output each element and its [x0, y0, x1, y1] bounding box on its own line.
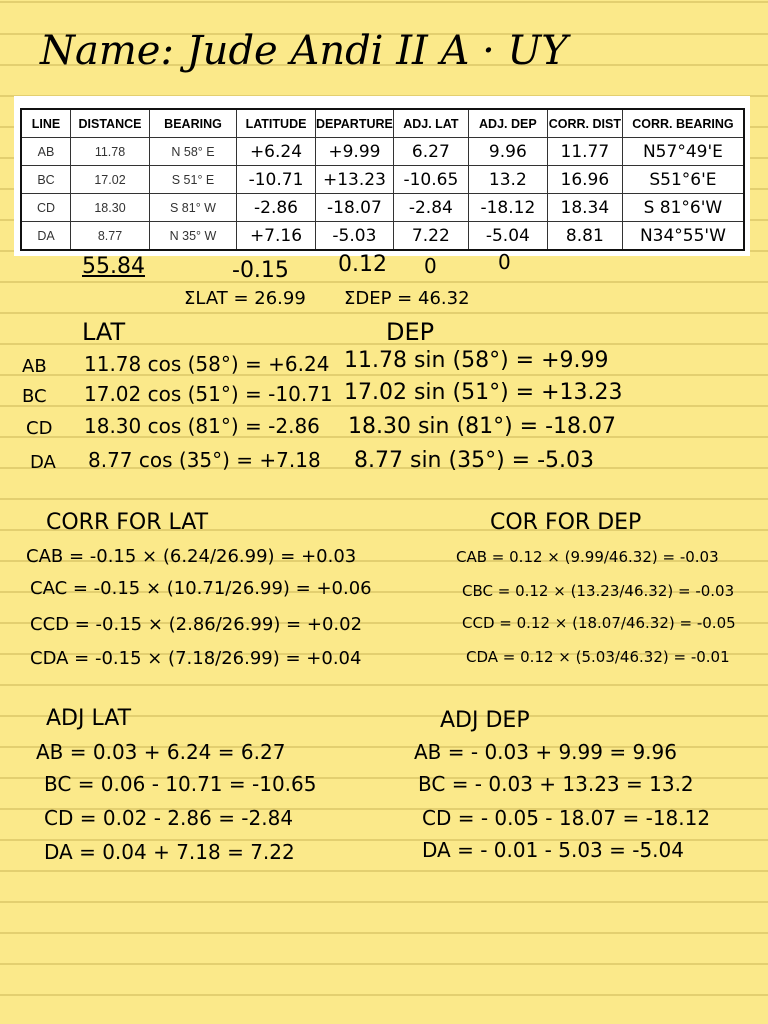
cell-departure: +13.23 [316, 166, 394, 194]
adj-lat-calculation: DA = 0.04 + 7.18 = 7.22 [44, 840, 295, 864]
cell-adj-dep: -18.12 [468, 194, 547, 222]
total-latitude: -0.15 [232, 258, 289, 283]
col-header-adj-dep: ADJ. DEP [468, 109, 547, 138]
total-distance: 55.84 [82, 254, 145, 279]
adj-dep-calculation: AB = - 0.03 + 9.99 = 9.96 [414, 740, 677, 764]
corr-dep-heading: COR FOR DEP [490, 510, 642, 535]
table-row [21, 194, 744, 222]
lat-calculation: 8.77 cos (35°) = +7.18 [88, 448, 321, 472]
cell-bearing: N 35° W [150, 222, 237, 251]
table-row [21, 166, 744, 194]
cell-bearing: S 81° W [150, 194, 237, 222]
col-header-corr-dist: CORR. DIST [547, 109, 622, 138]
cell-line: DA [21, 222, 71, 251]
cell-distance: 18.30 [71, 194, 150, 222]
cell-bearing: N 58° E [150, 138, 237, 166]
cell-corr-bearing: S 81°6'W [622, 194, 744, 222]
dep-calculation: 18.30 sin (81°) = -18.07 [348, 414, 616, 439]
cell-adj-lat: 7.22 [393, 222, 468, 251]
corr-lat-calculation: CAC = -0.15 × (10.71/26.99) = +0.06 [30, 578, 372, 599]
cell-corr-dist: 8.81 [547, 222, 622, 251]
cell-adj-dep: -5.04 [468, 222, 547, 251]
table-row [21, 138, 744, 166]
col-header-distance: DISTANCE [71, 109, 150, 138]
adj-dep-calculation: DA = - 0.01 - 5.03 = -5.04 [422, 838, 684, 862]
lat-calculation: 18.30 cos (81°) = -2.86 [84, 414, 320, 438]
total-adj-dep: 0 [498, 250, 511, 274]
dep-calculation: 17.02 sin (51°) = +13.23 [344, 380, 623, 405]
cell-line: AB [21, 138, 71, 166]
dep-heading: DEP [386, 318, 435, 346]
col-header-departure: DEPARTURE [316, 109, 394, 138]
cell-adj-dep: 13.2 [468, 166, 547, 194]
cell-corr-dist: 16.96 [547, 166, 622, 194]
cell-distance: 8.77 [71, 222, 150, 251]
corr-dep-calculation: CBC = 0.12 × (13.23/46.32) = -0.03 [462, 582, 735, 600]
cell-adj-lat: 6.27 [393, 138, 468, 166]
cell-latitude: +7.16 [237, 222, 316, 251]
dep-calculation: 8.77 sin (35°) = -5.03 [354, 448, 594, 473]
corr-lat-heading: CORR FOR LAT [46, 510, 209, 535]
corr-lat-calculation: CDA = -0.15 × (7.18/26.99) = +0.04 [30, 648, 362, 669]
col-header-adj-lat: ADJ. LAT [393, 109, 468, 138]
col-header-latitude: LATITUDE [237, 109, 316, 138]
sum-departure: ΣDEP = 46.32 [344, 288, 470, 309]
adj-dep-heading: ADJ DEP [440, 708, 530, 733]
col-header-line: LINE [21, 109, 71, 138]
cell-adj-lat: -10.65 [393, 166, 468, 194]
cell-corr-dist: 18.34 [547, 194, 622, 222]
total-departure: 0.12 [338, 252, 387, 277]
cell-latitude: +6.24 [237, 138, 316, 166]
cell-departure: +9.99 [316, 138, 394, 166]
cell-latitude: -2.86 [237, 194, 316, 222]
lat-line-label: CD [26, 418, 53, 439]
cell-corr-dist: 11.77 [547, 138, 622, 166]
corr-dep-calculation: CAB = 0.12 × (9.99/46.32) = -0.03 [456, 548, 719, 566]
traverse-table-sheet [14, 96, 750, 256]
adj-lat-calculation: AB = 0.03 + 6.24 = 6.27 [36, 740, 286, 764]
total-adj-lat: 0 [424, 254, 437, 278]
corr-dep-calculation: CCD = 0.12 × (18.07/46.32) = -0.05 [462, 614, 736, 632]
corr-dep-calculation: CDA = 0.12 × (5.03/46.32) = -0.01 [466, 648, 730, 666]
adj-dep-calculation: CD = - 0.05 - 18.07 = -18.12 [422, 806, 711, 830]
dep-calculation: 11.78 sin (58°) = +9.99 [344, 348, 609, 373]
adj-lat-calculation: BC = 0.06 - 10.71 = -10.65 [44, 772, 317, 796]
adj-dep-calculation: BC = - 0.03 + 13.23 = 13.2 [418, 772, 694, 796]
cell-adj-lat: -2.84 [393, 194, 468, 222]
cell-departure: -18.07 [316, 194, 394, 222]
cell-departure: -5.03 [316, 222, 394, 251]
table-row [21, 222, 744, 251]
cell-bearing: S 51° E [150, 166, 237, 194]
lat-calculation: 11.78 cos (58°) = +6.24 [84, 352, 330, 376]
adj-lat-heading: ADJ LAT [46, 706, 132, 731]
cell-distance: 11.78 [71, 138, 150, 166]
cell-corr-bearing: S51°6'E [622, 166, 744, 194]
cell-adj-dep: 9.96 [468, 138, 547, 166]
sum-latitude: ΣLAT = 26.99 [184, 288, 306, 309]
lat-heading: LAT [82, 318, 126, 346]
col-header-bearing: BEARING [150, 109, 237, 138]
lat-line-label: BC [22, 386, 47, 407]
corr-lat-calculation: CAB = -0.15 × (6.24/26.99) = +0.03 [26, 546, 357, 567]
corr-lat-calculation: CCD = -0.15 × (2.86/26.99) = +0.02 [30, 614, 363, 635]
lat-calculation: 17.02 cos (51°) = -10.71 [84, 382, 333, 406]
cell-line: CD [21, 194, 71, 222]
cell-corr-bearing: N57°49'E [622, 138, 744, 166]
lat-line-label: DA [30, 452, 56, 473]
lat-line-label: AB [22, 356, 47, 377]
col-header-corr-bearing: CORR. BEARING [622, 109, 744, 138]
cell-corr-bearing: N34°55'W [622, 222, 744, 251]
traverse-table [20, 108, 745, 251]
cell-line: BC [21, 166, 71, 194]
table-header-row [21, 109, 744, 138]
adj-lat-calculation: CD = 0.02 - 2.86 = -2.84 [44, 806, 294, 830]
cell-distance: 17.02 [71, 166, 150, 194]
cell-latitude: -10.71 [237, 166, 316, 194]
student-name: Name: Jude Andi II A · UY [40, 28, 568, 74]
